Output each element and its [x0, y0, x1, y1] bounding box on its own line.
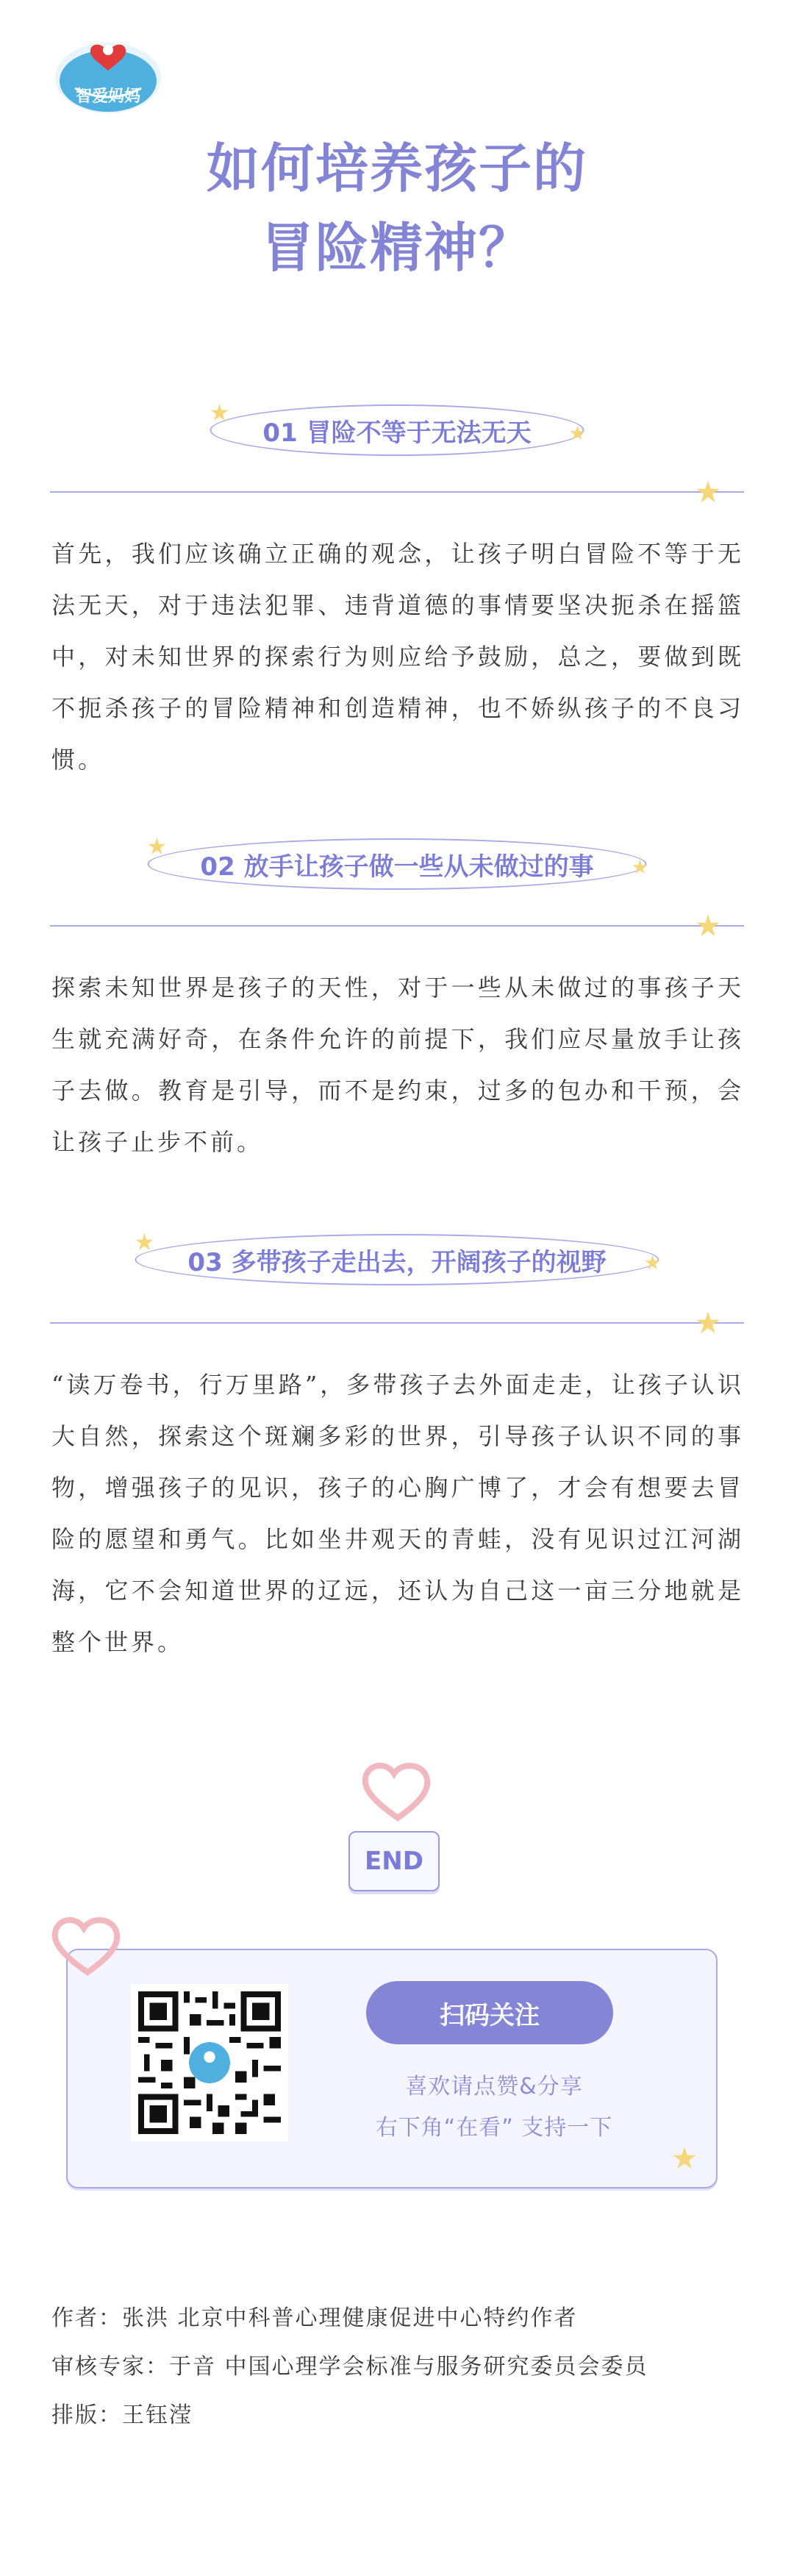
star-icon	[672, 2146, 697, 2171]
section-divider-1	[50, 491, 744, 493]
section-divider-3	[50, 1322, 744, 1324]
star-icon	[210, 403, 229, 422]
reviewer-line: 审核专家：于音 中国心理学会标准与服务研究委员会委员	[51, 2354, 648, 2380]
section-title-1: 01 冒险不等于无法无天	[262, 418, 532, 448]
section-paragraph-2: 探索未知世界是孩子的天性，对于一些从未做过的事孩子天生就充满好奇，在条件允许的前提下，我们应尽量放手让孩子去做。教育是引导，而不是约束，过多的包办和干预，会让孩子止步不前。	[51, 974, 744, 1156]
section-paragraph-3: “读万卷书，行万里路”，多带孩子去外面走走，让孩子认识大自然，探索这个斑斓多彩的世界，引导孩子认识不同的事物，增强孩子的见识，孩子的心胸广博了，才会有想要去冒险的愿望和勇气。比如坐井观天的青蛙，没有见识过江河湖海，它不会知道世界的辽远，还认为自己这一亩三分地就是整个世界。	[51, 1371, 744, 1656]
heart-outline-icon	[47, 1912, 128, 1978]
section-divider-2	[50, 925, 744, 927]
section-paragraph-1: 首先，我们应该确立正确的观念，让孩子明白冒险不等于无法无天，对于违法犯罪、违背道德的事情要坚决扼杀在摇篮中，对未知世界的探索行为则应给予鼓励，总之，要做到既不扼杀孩子的冒险精神和创造精神，也不娇纵孩子的不良习惯。	[51, 540, 744, 774]
support-text: 右下角“在看” 支持一下	[375, 2115, 613, 2141]
star-icon	[147, 837, 166, 856]
like-share-text: 喜欢请点赞&分享	[405, 2074, 583, 2099]
section-heading-1	[0, 397, 794, 463]
qr-code[interactable]	[131, 1984, 288, 2141]
star-icon	[570, 425, 586, 441]
star-icon	[695, 479, 720, 504]
star-icon	[645, 1255, 661, 1271]
section-title-3: 03 多带孩子走出去，开阔孩子的视野	[187, 1247, 607, 1277]
heart-outline-icon	[357, 1758, 438, 1824]
section-pill-3	[135, 1234, 659, 1285]
end-marker: END	[348, 1831, 440, 1891]
scan-follow-button[interactable]: 扫码关注	[366, 1981, 613, 2044]
follow-card	[66, 1949, 718, 2188]
section-heading-2	[0, 831, 794, 897]
brand-logo	[53, 35, 163, 116]
star-icon	[632, 859, 648, 875]
star-icon	[695, 1310, 720, 1335]
layout-line: 排版：王钰滢	[51, 2402, 193, 2428]
author-line: 作者：张洪 北京中科普心理健康促进中心特约作者	[51, 2305, 578, 2331]
credits	[51, 2294, 765, 2440]
logo-text: 智爱妈妈	[75, 88, 140, 106]
qr-code-icon	[138, 1991, 281, 2134]
section-pill-1	[210, 404, 584, 456]
title-line-2: 冒险精神？	[260, 217, 533, 279]
title-line-1: 如何培养孩子的	[206, 138, 587, 199]
page-title	[0, 129, 794, 288]
section-heading-3	[0, 1227, 794, 1293]
star-icon	[695, 913, 720, 938]
section-title-2: 02 放手让孩子做一些从未做过的事	[200, 852, 594, 882]
star-icon	[135, 1232, 154, 1252]
section-pill-2	[147, 838, 646, 890]
